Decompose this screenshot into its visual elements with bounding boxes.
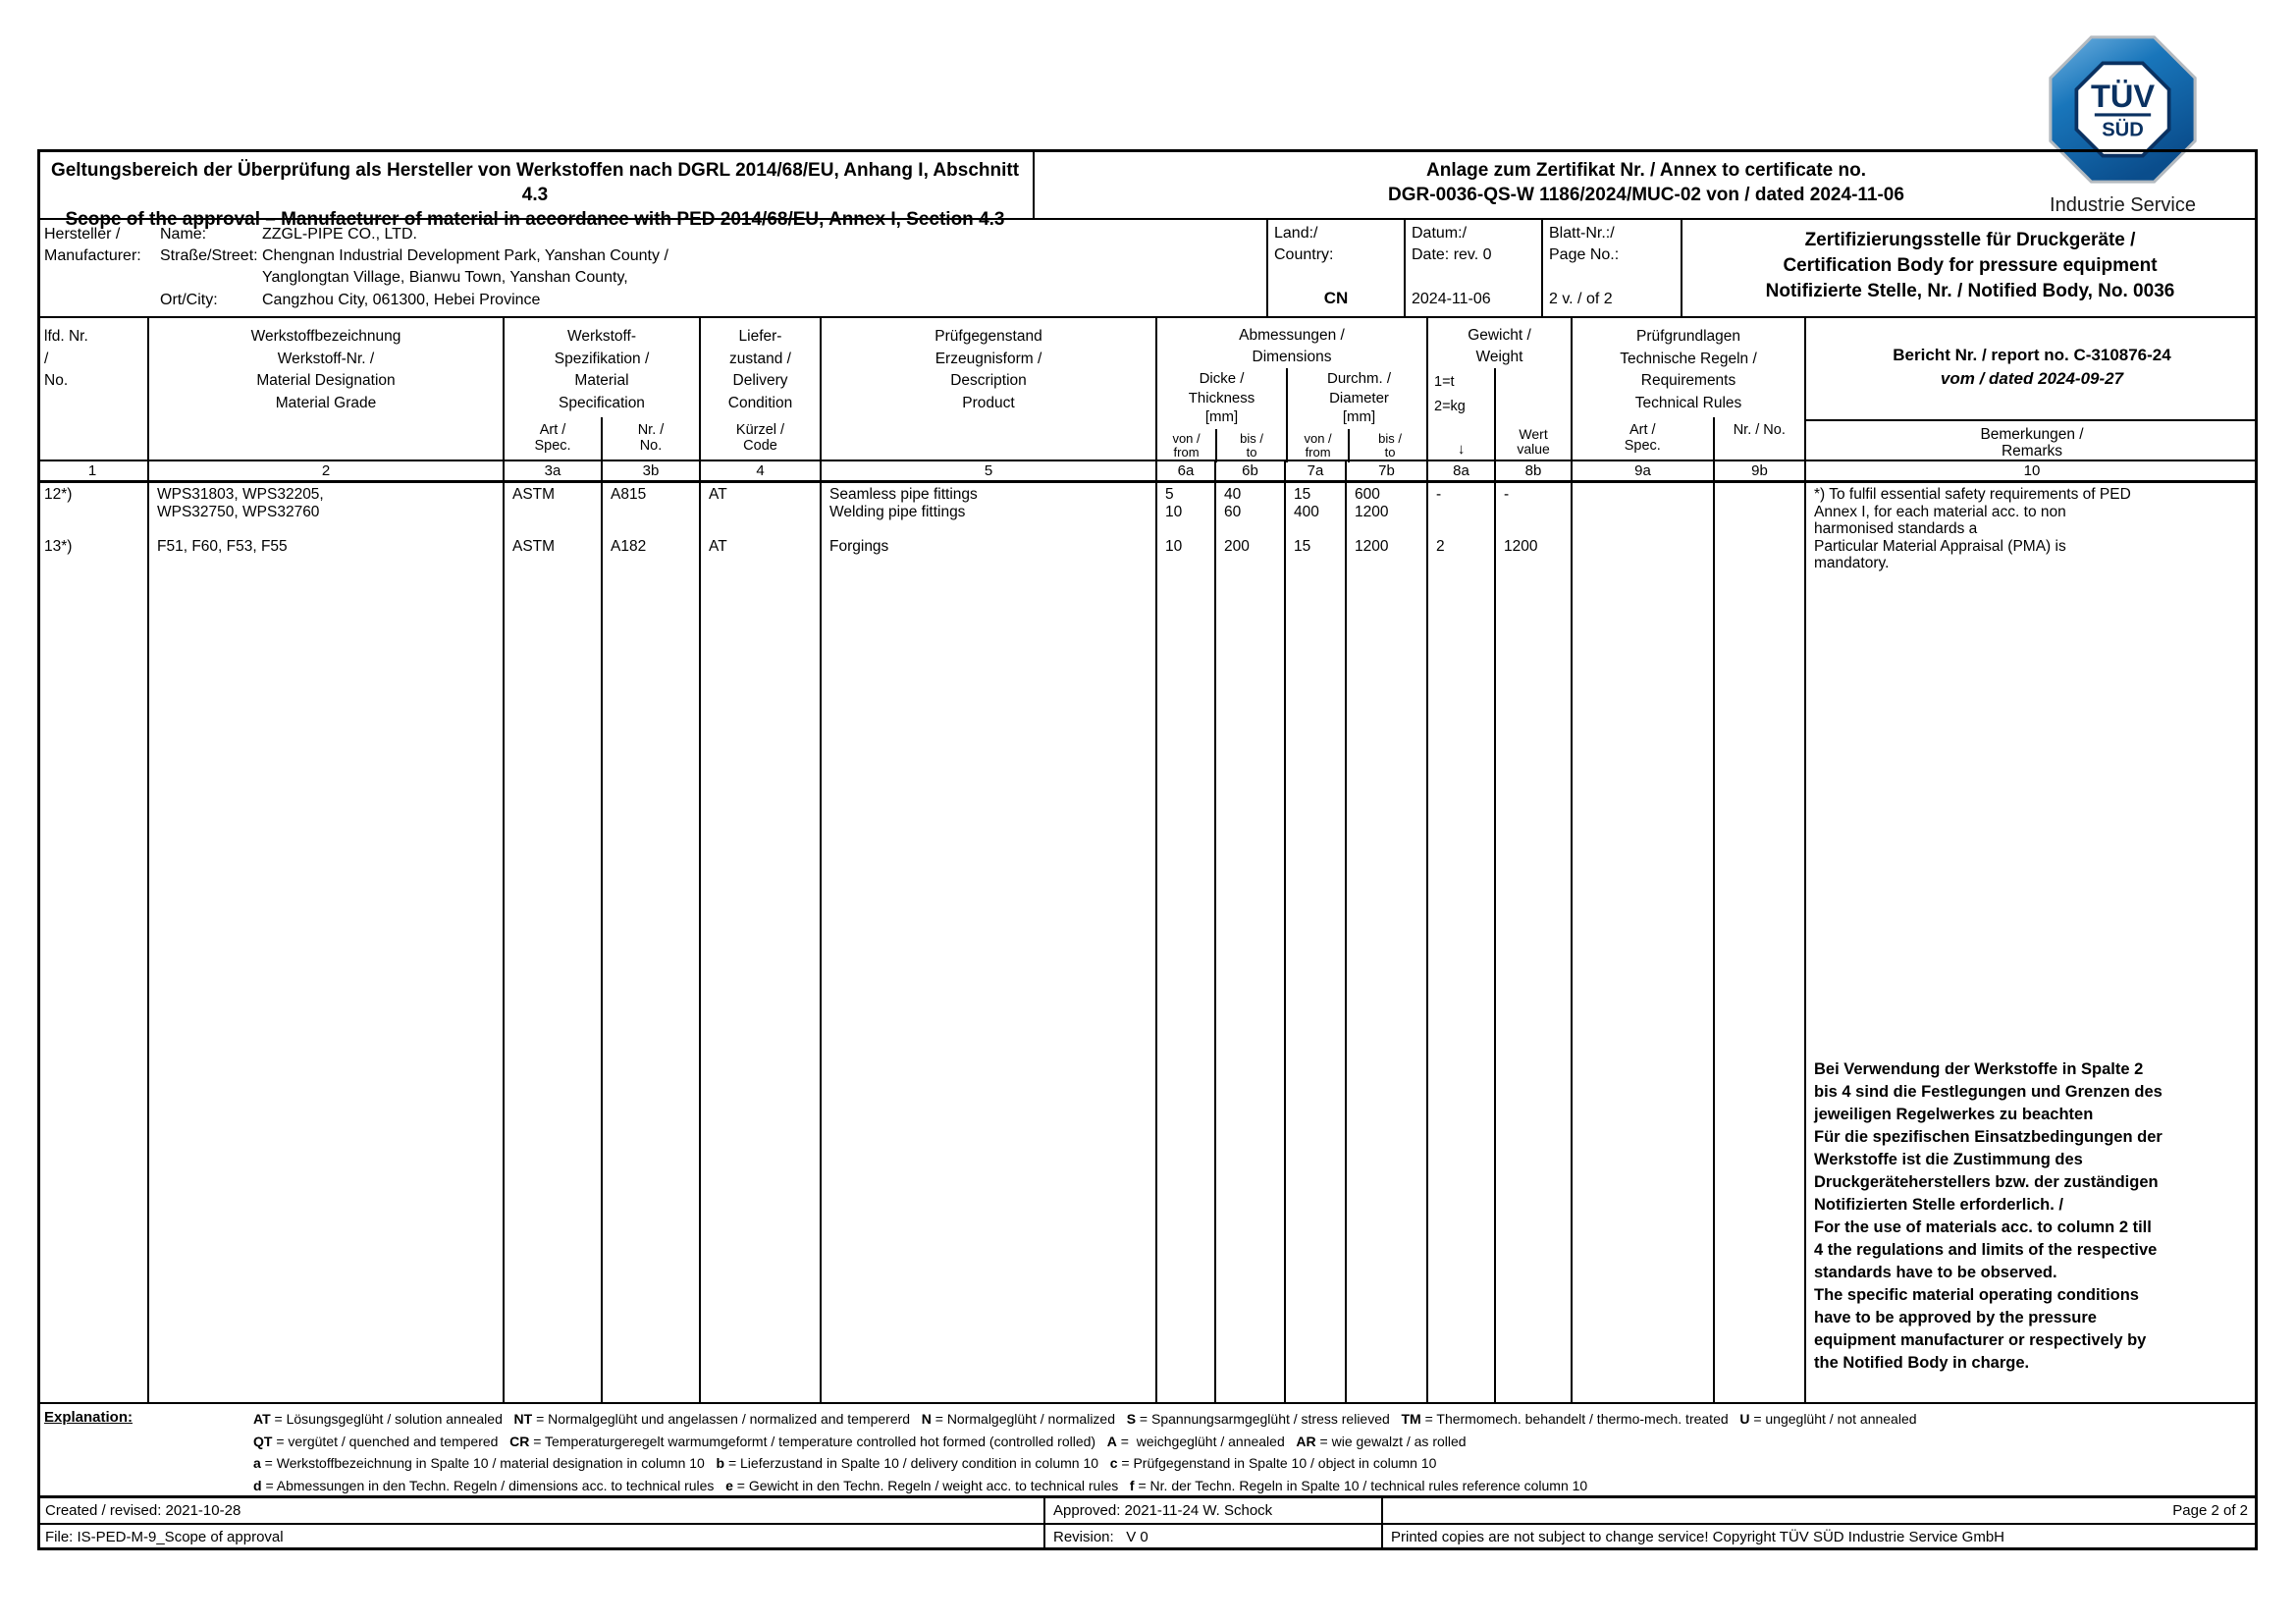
text-line: Erzeugnisform /	[934, 350, 1042, 367]
name-label: Name:	[160, 226, 207, 243]
text-line: /	[44, 350, 49, 367]
manufacturer-cell	[37, 220, 1266, 316]
text-line: mandatory.	[1814, 555, 1890, 571]
header-thickness-from	[1157, 429, 1215, 462]
text-line	[709, 520, 820, 538]
report-no-line1: Bericht Nr. / report no. C-310876-24	[1893, 346, 2171, 364]
col-num-6a: 6a	[1155, 461, 1214, 480]
cert-body-line2: Certification Body for pressure equipment	[1783, 255, 2158, 276]
text-line: 10	[1165, 503, 1183, 520]
revision: Revision: V 0	[1043, 1525, 1381, 1550]
text-line: to	[1246, 445, 1257, 460]
text-line: Spec.	[1624, 438, 1661, 454]
weight-unit-kg: 2=kg	[1434, 399, 1466, 414]
text-line: Dimensions	[1252, 349, 1332, 365]
text-line: Technische Regeln /	[1620, 350, 1757, 367]
page-label: Page No.:	[1549, 246, 1620, 263]
text-line: Für die spezifischen Einsatzbedingungen der	[1814, 1128, 2163, 1146]
text-line	[1165, 520, 1214, 538]
text-line: have to be approved by the pressure	[1814, 1309, 2097, 1326]
text-line	[157, 520, 503, 538]
datum-label: Datum:/	[1412, 225, 1468, 242]
col-diameter-from	[1284, 483, 1345, 1402]
text-line: No.	[44, 372, 69, 389]
text-line: 1200	[1504, 537, 1538, 555]
text-line	[512, 520, 601, 538]
table-body	[37, 483, 2258, 1402]
text-line: Particular Material Appraisal (PMA) is	[1814, 537, 2066, 555]
col-product	[820, 483, 1155, 1402]
text-line: Material Designation	[256, 372, 396, 389]
text-line: WPS32750, WPS32760	[157, 503, 320, 520]
manufacturer-label-en: Manufacturer:	[44, 247, 141, 264]
text-line: 10	[1165, 537, 1183, 555]
col-thickness-from	[1155, 483, 1214, 1402]
text-line: Code	[743, 438, 777, 454]
text-line: Material Grade	[275, 394, 377, 411]
header-weight	[1426, 318, 1571, 460]
col-thickness-to	[1214, 483, 1284, 1402]
text-line: 200	[1224, 537, 1250, 555]
text-line: Product	[962, 394, 1015, 411]
text-line: Description	[950, 372, 1027, 389]
text-line: Bei Verwendung der Werkstoffe in Spalte 2	[1814, 1060, 2144, 1078]
text-line: 1200	[1355, 503, 1389, 520]
city-label: Ort/City:	[160, 292, 218, 308]
text-line: value	[1517, 441, 1550, 457]
text-line	[611, 504, 699, 521]
land-label: Land:/	[1274, 225, 1318, 242]
header-weight-unit	[1428, 368, 1494, 460]
explanation-line: AT = Lösungsgeglüht / solution annealed NT = Normalgeglüht und angelassen / normalized and tempererd N = Normalgeglüht / normalized S = Spannungsarmgeglüht / stress relieved TM = Thermomech. behandelt / thermo-mech. treated U = ungeglüht / not annealed	[253, 1411, 1917, 1427]
col-num-8a: 8a	[1426, 461, 1494, 480]
text-line: von /	[1304, 431, 1332, 446]
manufacturer-label-de: Hersteller /	[44, 226, 121, 243]
header-technical-rules	[1571, 318, 1804, 460]
cert-body-line3: Notifizierte Stelle, Nr. / Notified Body, No. 0036	[1765, 281, 2175, 301]
text-line: For the use of materials acc. to column 2 till	[1814, 1218, 2152, 1236]
cert-body-line1: Zertifizierungsstelle für Druckgeräte /	[1804, 230, 2136, 250]
text-line: bis /	[1378, 431, 1402, 446]
header-spec-nr	[601, 417, 699, 460]
file-name: File: IS-PED-M-9_Scope of approval	[45, 1529, 284, 1545]
text-line: 400	[1294, 503, 1319, 520]
created-revised: Created / revised: 2021-10-28	[45, 1502, 241, 1519]
report-no-line2: vom / dated 2024-09-27	[1940, 369, 2124, 388]
text-line: Werkstoffe ist die Zustimmung des	[1814, 1151, 2083, 1168]
col-num-1: 1	[87, 462, 97, 479]
text-line: to	[1384, 445, 1396, 460]
header-spec-art	[505, 417, 601, 460]
country-cell	[1266, 220, 1404, 316]
text-line	[1436, 504, 1494, 521]
col-num-3b: 3b	[601, 461, 699, 480]
country-value: CN	[1323, 289, 1349, 307]
text-line: Werkstoff-	[566, 328, 637, 345]
annex-line1: Anlage zum Zertifikat Nr. / Annex to certificate no.	[1426, 160, 1866, 181]
col-item-no	[37, 483, 147, 1402]
col-num-4: 4	[699, 461, 820, 480]
col-rules-art	[1571, 483, 1713, 1402]
text-line: bis 4 sind die Festlegungen und Grenzen des	[1814, 1083, 2163, 1101]
col-spec-no	[601, 483, 699, 1402]
text-line: Druckgeräteherstellers bzw. der zuständigen	[1814, 1173, 2159, 1191]
header-remarks	[1806, 419, 2258, 460]
text-line: Spec.	[534, 438, 571, 454]
text-line: Prüfgegenstand	[934, 328, 1042, 345]
down-arrow-icon: ↓	[1457, 441, 1466, 458]
date-cell	[1404, 220, 1541, 316]
header-rules-nr	[1713, 417, 1804, 460]
scope-title-de: Geltungsbereich der Überprüfung als Hersteller von Werkstoffen nach DGRL 2014/68/EU, Anhang I, Abschnitt 4.3	[50, 160, 1020, 205]
text-line: -	[1504, 486, 1510, 503]
text-line: equipment manufacturer or respectively by	[1814, 1331, 2147, 1349]
text-line	[1355, 520, 1426, 538]
manufacturer-row	[37, 218, 2258, 316]
approved: Approved: 2021-11-24 W. Schock	[1043, 1498, 1381, 1523]
text-line: The specific material operating conditions	[1814, 1286, 2139, 1304]
country-label: Country:	[1274, 246, 1334, 263]
text-line: Condition	[727, 394, 793, 411]
text-line: from	[1305, 445, 1331, 460]
col-num-6b: 6b	[1214, 461, 1284, 480]
text-line: 60	[1224, 503, 1242, 520]
city-value: Cangzhou City, 061300, Hebei Province	[262, 292, 541, 308]
text-line	[611, 520, 699, 538]
text-line	[1504, 520, 1571, 538]
table-header	[37, 316, 2258, 460]
text-line: Material	[574, 372, 629, 389]
text-line: AT	[709, 537, 727, 555]
certification-body-cell	[1681, 220, 2258, 316]
col-spec-art	[503, 483, 601, 1402]
text-line: Welding pipe fittings	[829, 503, 966, 520]
text-line: von /	[1172, 431, 1201, 446]
text-line: jeweiligen Regelwerkes zu beachten	[1814, 1106, 2094, 1123]
thickness-unit: [mm]	[1204, 408, 1239, 425]
text-line: Requirements	[1640, 372, 1736, 389]
logo-caption: Industrie Service	[2050, 194, 2196, 216]
name-value: ZZGL-PIPE CO., LTD.	[262, 226, 417, 243]
text-line: 12*)	[44, 486, 73, 503]
header-weight-value	[1494, 368, 1571, 460]
blatt-label: Blatt-Nr.:/	[1549, 225, 1615, 242]
col-weight-value	[1494, 483, 1571, 1402]
text-line: Nr. /	[637, 422, 665, 438]
page-no-cell	[1541, 220, 1681, 316]
diameter-unit: [mm]	[1342, 408, 1376, 425]
text-line: 4 the regulations and limits of the respective	[1814, 1241, 2158, 1259]
remarks-pma-note	[1806, 483, 2258, 572]
col-num-8b: 8b	[1494, 461, 1571, 480]
title-row	[37, 149, 2258, 230]
text-line: Forgings	[829, 537, 889, 555]
text-line: ASTM	[512, 486, 556, 503]
text-line: 15	[1294, 537, 1311, 555]
text-line: bis /	[1240, 431, 1263, 446]
text-line: 1200	[1355, 537, 1389, 555]
header-diameter	[1286, 368, 1430, 462]
explanation-lines	[253, 1408, 1917, 1496]
text-line: Specification	[559, 394, 645, 411]
text-line: Diameter	[1329, 390, 1389, 406]
header-material-designation	[147, 318, 503, 460]
col-num-9b: 9b	[1713, 461, 1804, 480]
text-line: Notifizierten Stelle erforderlich. /	[1814, 1196, 2063, 1214]
text-line: Werkstoffbezeichnung	[250, 328, 401, 345]
text-line: harmonised standards a	[1814, 520, 1978, 537]
col-material-grade	[147, 483, 503, 1402]
explanation-cell	[37, 1404, 2258, 1495]
annex-line2: DGR-0036-QS-W 1186/2024/MUC-02 von / dated 2024-11-06	[1388, 185, 1904, 205]
text-line: Abmessungen /	[1239, 327, 1345, 344]
street-label: Straße/Street:	[160, 247, 258, 264]
text-line	[829, 520, 1155, 538]
col-num-5: 5	[820, 461, 1155, 480]
text-line: Durchm. /	[1326, 370, 1391, 387]
text-line: Spezifikation /	[554, 350, 650, 367]
text-line: Gewicht /	[1468, 327, 1531, 344]
text-line: 15	[1294, 486, 1311, 503]
text-line: Art /	[539, 422, 566, 438]
text-line: WPS31803, WPS32205,	[157, 486, 324, 503]
text-line: Art /	[1629, 422, 1656, 438]
text-line: zustand /	[729, 350, 791, 367]
text-line: No.	[639, 438, 663, 454]
text-line: Thickness	[1188, 390, 1255, 406]
text-line: lfd. Nr.	[44, 328, 88, 345]
header-dimensions	[1155, 318, 1426, 460]
explanation-label: Explanation:	[44, 1409, 133, 1426]
logo-tuv-text: TÜV	[2090, 79, 2156, 115]
text-line: Remarks	[2001, 443, 2062, 460]
text-line: from	[1173, 445, 1200, 460]
text-line: the Notified Body in charge.	[1814, 1354, 2030, 1372]
header-no	[37, 318, 147, 460]
header-description	[820, 318, 1155, 460]
logo-sud-text: SÜD	[2102, 119, 2144, 141]
text-line	[1294, 520, 1345, 538]
text-line: Wert	[1519, 426, 1548, 442]
page-value: 2 v. / of 2	[1549, 291, 1613, 307]
text-line: 600	[1355, 486, 1380, 503]
text-line	[1504, 504, 1571, 521]
text-line: 2	[1436, 537, 1445, 555]
header-material-specification	[503, 318, 699, 460]
header-diameter-from	[1288, 429, 1348, 462]
col-num-7b: 7b	[1345, 461, 1426, 480]
col-num-9a: 9a	[1571, 461, 1713, 480]
date-value: 2024-11-06	[1412, 291, 1491, 307]
col-diameter-to	[1345, 483, 1426, 1402]
header-delivery-condition	[699, 318, 820, 460]
col-remarks	[1804, 483, 2258, 1402]
text-line: Liefer-	[738, 328, 782, 345]
footer-row-2	[37, 1523, 2258, 1550]
remarks-usage-note	[1814, 1058, 2256, 1375]
col-weight-unit	[1426, 483, 1494, 1402]
col-num-7a: 7a	[1284, 461, 1345, 480]
weight-unit-t: 1=t	[1434, 374, 1455, 390]
text-line: Bemerkungen /	[1980, 426, 2084, 443]
text-line: F51, F60, F53, F55	[157, 537, 288, 555]
header-thickness	[1157, 368, 1286, 462]
col-num-2: 2	[147, 461, 503, 480]
street-value-2: Yanglongtan Village, Bianwu Town, Yanshan County,	[262, 269, 628, 286]
text-line: Dicke /	[1199, 370, 1245, 387]
text-line: Annex I, for each material acc. to non	[1814, 503, 2066, 520]
page-indicator: Page 2 of 2	[1381, 1498, 2258, 1523]
explanation-line: d = Abmessungen in den Techn. Regeln / dimensions acc. to technical rules e = Gewicht in den Techn. Regeln / weight acc. to technical rules f = Nr. der Techn. Regeln in Spalte 10 / technical rules reference column 10	[253, 1477, 1588, 1493]
header-code	[701, 417, 820, 460]
scope-title-en: Scope of the approval – Manufacturer of material in accordance with PED 2014/68/EU, Annex I, Section 4.3	[65, 209, 1005, 230]
text-line	[1224, 520, 1284, 538]
explanation-row	[37, 1402, 2258, 1495]
text-line	[44, 504, 147, 521]
text-line: A815	[611, 486, 647, 503]
text-line	[1436, 520, 1494, 538]
text-line: Delivery	[732, 372, 788, 389]
text-line: standards have to be observed.	[1814, 1264, 2057, 1281]
col-rules-no	[1713, 483, 1804, 1402]
text-line: Kürzel /	[735, 422, 785, 438]
text-line: *) To fulfil essential safety requirements of PED	[1814, 486, 2131, 503]
text-line: Nr. / No.	[1733, 422, 1786, 438]
text-line: 13*)	[44, 537, 73, 555]
annex-title	[1033, 149, 2258, 218]
copyright-note: Printed copies are not subject to change service! Copyright TÜV SÜD Industrie Service GmbH	[1381, 1525, 2258, 1550]
report-no	[1806, 318, 2258, 419]
footer-row-1	[37, 1495, 2258, 1523]
text-line	[512, 504, 601, 521]
text-line: A182	[611, 537, 647, 555]
date-label: Date: rev. 0	[1412, 246, 1492, 263]
street-value-1: Chengnan Industrial Development Park, Yanshan County /	[262, 247, 668, 264]
text-line: Technical Rules	[1634, 394, 1742, 411]
header-diameter-to	[1348, 429, 1430, 462]
header-rules-art	[1573, 417, 1713, 460]
text-line: Seamless pipe fittings	[829, 486, 978, 503]
text-line: Werkstoff-Nr. /	[277, 350, 375, 367]
header-thickness-to	[1215, 429, 1286, 462]
col-delivery-code	[699, 483, 820, 1402]
text-line: -	[1436, 486, 1442, 503]
explanation-line: a = Werkstoffbezeichnung in Spalte 10 / material designation in column 10 b = Lieferzustand in Spalte 10 / delivery condition in column 10 c = Prüfgegenstand in Spalte 10 / object in column 10	[253, 1455, 1437, 1471]
text-line: ASTM	[512, 537, 556, 555]
text-line: Weight	[1475, 349, 1523, 365]
text-line: Prüfgrundlagen	[1636, 328, 1740, 345]
col-num-10: 10	[1804, 461, 2258, 480]
text-line: 5	[1165, 486, 1174, 503]
text-line: 40	[1224, 486, 1242, 503]
scope-title	[37, 149, 1033, 230]
explanation-line: QT = vergütet / quenched and tempered CR = Temperaturgeregelt warmumgeformt / temperature controlled hot formed (controlled rolled) A = weichgeglüht / annealed AR = wie gewalzt / as rolled	[253, 1433, 1467, 1449]
column-number-row	[37, 460, 2258, 483]
text-line	[709, 504, 820, 521]
header-report-remarks	[1804, 318, 2258, 460]
text-line: AT	[709, 486, 727, 503]
text-line	[44, 520, 147, 538]
col-num-3a: 3a	[503, 461, 601, 480]
